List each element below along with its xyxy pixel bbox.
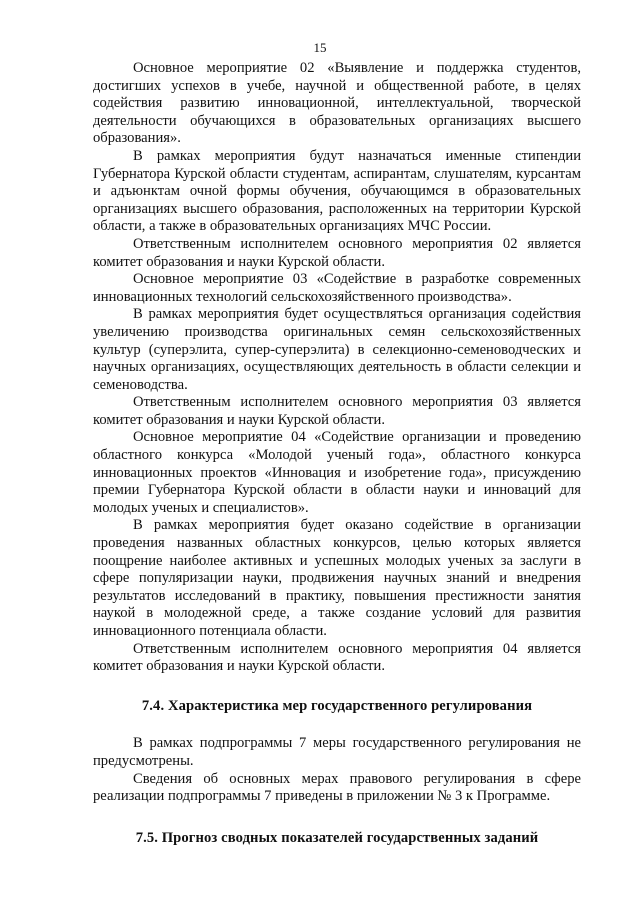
section-heading-7-5: 7.5. Прогноз сводных показателей государственных заданий <box>135 829 539 846</box>
paragraph: Ответственным исполнителем основного мероприятия 04 является комитет образования и науки Курской области. <box>93 640 581 675</box>
page-number: 15 <box>313 40 327 55</box>
document-body <box>93 60 581 867</box>
section-heading-7-4: 7.4. Характеристика мер государственного регулирования <box>141 697 533 714</box>
paragraph: Сведения об основных мерах правового регулирования в сфере реализации подпрограммы 7 приведены в приложении № 3 к Программе. <box>93 770 581 805</box>
paragraph: Основное мероприятие 03 «Содействие в разработке современных инновационных технологий сельскохозяйственного производства». <box>93 271 581 305</box>
paragraph: В рамках подпрограммы 7 меры государственного регулирования не предусмотрены. <box>93 735 581 769</box>
paragraph: Ответственным исполнителем основного мероприятия 03 является комитет образования и науки Курской области. <box>93 394 581 428</box>
paragraph: Ответственным исполнителем основного мероприятия 02 является комитет образования и науки Курской области. <box>93 235 581 270</box>
paragraph: В рамках мероприятия будет оказано содействие в организации проведения названных областных конкурсов, целью которых является поощрение наиболее активных и успешных молодых ученых за заслуги в сфере популяризации науки, продвижения научных знаний и внедрения результатов исследований в практику, повышения престижности занятия наукой в молодежной среде, а также создание условий для развития инновационного потенциала области. <box>93 517 581 639</box>
paragraph: Основное мероприятие 02 «Выявление и поддержка студентов, достигших успехов в учебе, научной и общественной работе, в целях содействия развитию инновационной, интеллектуальной, творческой деятельности обучающихся в образовательных организациях высшего образования». <box>93 60 581 147</box>
paragraph: В рамках мероприятия будут назначаться именные стипендии Губернатора Курской области студентам, аспирантам, слушателям, курсантам и адъюнктам очной формы обучения, обучающимся в образовательных организациях высшего образования, расположенных на территории Курской области, а также в образовательных организациях МЧС России. <box>93 147 581 235</box>
paragraph: В рамках мероприятия будет осуществляться организация содействия увеличению производства оригинальных семян сельскохозяйственных культур (суперэлита, супер-суперэлита) в селекционно-семеноводческих и научных организациях, осуществляющих деятельность в области селекции и семеноводства. <box>93 306 581 393</box>
paragraph: Основное мероприятие 04 «Содействие организации и проведению областного конкурса «Молодой ученый года», областного конкурса инновационных проектов «Инновация и изобретение года», присуждению премии Губернатора Курской области в области науки и инноваций для молодых ученых и специалистов». <box>93 429 581 516</box>
